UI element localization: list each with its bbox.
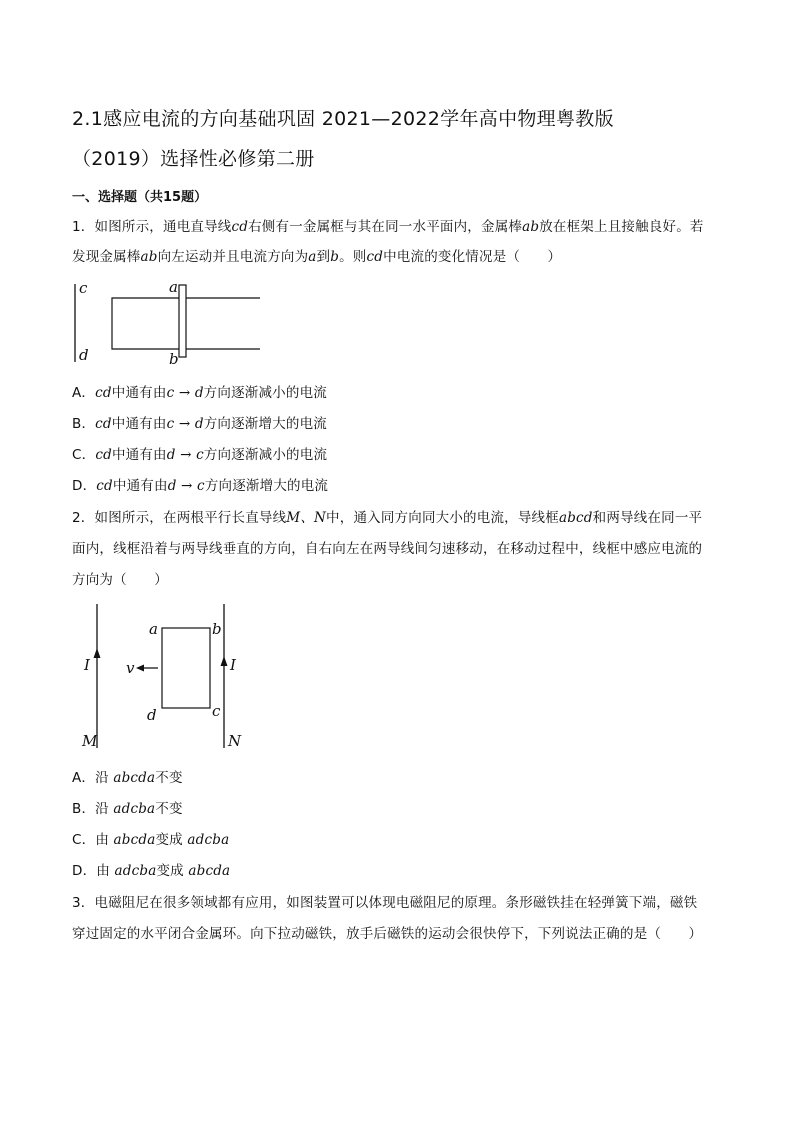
q1-var-cd: cd bbox=[366, 249, 384, 265]
q2-label-m: M bbox=[82, 732, 98, 750]
q1-text: 。则 bbox=[339, 249, 367, 265]
section-heading: 一、选择题（共15题） bbox=[72, 190, 208, 205]
option-path: d → c bbox=[167, 478, 205, 494]
q2-wire-frame bbox=[162, 628, 210, 708]
q2-label-d: d bbox=[147, 706, 157, 724]
q1-label-a: a bbox=[169, 278, 178, 296]
option-text: 方向逐渐减小的电流 bbox=[203, 447, 328, 463]
q2-stem-line-3: 方向为（ ） bbox=[72, 572, 168, 588]
q2-label-c: c bbox=[212, 702, 221, 720]
q1-label-b: b bbox=[169, 350, 179, 368]
option-text: 变成 bbox=[156, 863, 189, 879]
option-text: 方向逐渐增大的电流 bbox=[204, 478, 329, 494]
option-text: 方向逐渐减小的电流 bbox=[203, 385, 327, 401]
q1-var-b: b bbox=[330, 249, 340, 265]
option-prefix: D．由 bbox=[72, 863, 115, 879]
q2-var-mn: M、N bbox=[286, 510, 327, 526]
option-var: abcda bbox=[113, 832, 156, 848]
option-var: adcba bbox=[187, 832, 230, 848]
q2-label-n: N bbox=[228, 732, 242, 750]
q2-text: 2．如图所示，在两根平行长直导线 bbox=[72, 510, 287, 526]
option-prefix: A． bbox=[72, 385, 96, 401]
option-path: d → c bbox=[166, 447, 204, 463]
option-path: c → d bbox=[166, 385, 204, 401]
option-var: abcda bbox=[188, 863, 231, 879]
q1-text: 发现金属棒 bbox=[72, 249, 141, 265]
q1-var-a: a bbox=[308, 249, 317, 265]
q2-text: 和两导线在同一平 bbox=[592, 510, 703, 526]
q2-text: 中，通入同方向同大小的电流，导线框 bbox=[326, 510, 559, 526]
q2-option-c[interactable] bbox=[72, 831, 229, 849]
option-var: cd bbox=[95, 447, 112, 463]
q1-var-ab: ab bbox=[140, 249, 158, 265]
option-prefix: A．沿 bbox=[72, 770, 114, 786]
option-text: 中通有由 bbox=[111, 416, 167, 432]
option-prefix: B．沿 bbox=[72, 801, 114, 817]
q1-var-ab: ab bbox=[522, 219, 540, 235]
q2-label-v: v bbox=[126, 659, 135, 677]
option-var: cd bbox=[96, 478, 113, 494]
q2-arrow-left-icon bbox=[136, 665, 144, 672]
q1-text: 右侧有一金属框与其在同一水平面内，金属棒 bbox=[248, 219, 523, 235]
option-var: adcba bbox=[114, 863, 157, 879]
option-prefix: D． bbox=[72, 478, 97, 494]
q1-label-c: c bbox=[79, 279, 88, 297]
option-prefix: C．由 bbox=[72, 832, 114, 848]
q2-label-i-left: I bbox=[84, 656, 90, 674]
option-text: 不变 bbox=[155, 801, 183, 817]
q2-option-b[interactable] bbox=[72, 800, 183, 818]
q2-option-a[interactable] bbox=[72, 769, 183, 787]
option-var: adcba bbox=[113, 801, 156, 817]
q2-arrow-up-right-icon bbox=[221, 656, 228, 666]
option-text: 中通有由 bbox=[111, 385, 167, 401]
q2-stem-line-2: 面内，线框沿着与两导线垂直的方向，自右向左在两导线间匀速移动，在移动过程中，线框中感应电流的 bbox=[72, 541, 703, 557]
q2-arrow-up-left-icon bbox=[94, 648, 101, 658]
q2-option-d[interactable] bbox=[72, 862, 230, 880]
option-path: c → d bbox=[166, 416, 204, 432]
q3-stem-line-2: 穿过固定的水平闭合金属环。向下拉动磁铁，放手后磁铁的运动会很快停下，下列说法正确的是（ ） bbox=[72, 926, 703, 942]
option-text: 不变 bbox=[155, 770, 183, 786]
page-title-line-1: 2.1感应电流的方向基础巩固 2021—2022学年高中物理粤教版 bbox=[72, 108, 614, 130]
q2-label-a: a bbox=[149, 620, 158, 638]
q1-text: 向左运动并且电流方向为 bbox=[157, 249, 309, 265]
option-text: 中通有由 bbox=[111, 447, 167, 463]
q2-label-i-right: I bbox=[230, 656, 236, 674]
option-var: cd bbox=[95, 385, 112, 401]
q2-var-abcd: abcd bbox=[558, 510, 593, 526]
option-text: 变成 bbox=[155, 832, 188, 848]
option-prefix: C． bbox=[72, 447, 96, 463]
option-var: abcda bbox=[113, 770, 156, 786]
option-prefix: B． bbox=[72, 416, 96, 432]
q1-label-d: d bbox=[79, 346, 89, 364]
q2-label-b: b bbox=[212, 620, 222, 638]
option-text: 中通有由 bbox=[112, 478, 168, 494]
q1-var-cd: cd bbox=[231, 219, 249, 235]
option-var: cd bbox=[95, 416, 112, 432]
q1-text: 到 bbox=[316, 249, 331, 265]
q1-text: 放在框架上且接触良好。若 bbox=[539, 219, 704, 235]
q1-text: 1．如图所示，通电直导线 bbox=[72, 219, 232, 235]
q1-text: 中电流的变化情况是（ ） bbox=[383, 249, 562, 265]
q3-stem-line-1: 3．电磁阻尼在很多领域都有应用，如图装置可以体现电磁阻尼的原理。条形磁铁挂在轻弹簧下端，磁铁 bbox=[72, 895, 698, 911]
page-title-line-2: （2019）选择性必修第二册 bbox=[72, 148, 315, 170]
option-text: 方向逐渐增大的电流 bbox=[203, 416, 328, 432]
